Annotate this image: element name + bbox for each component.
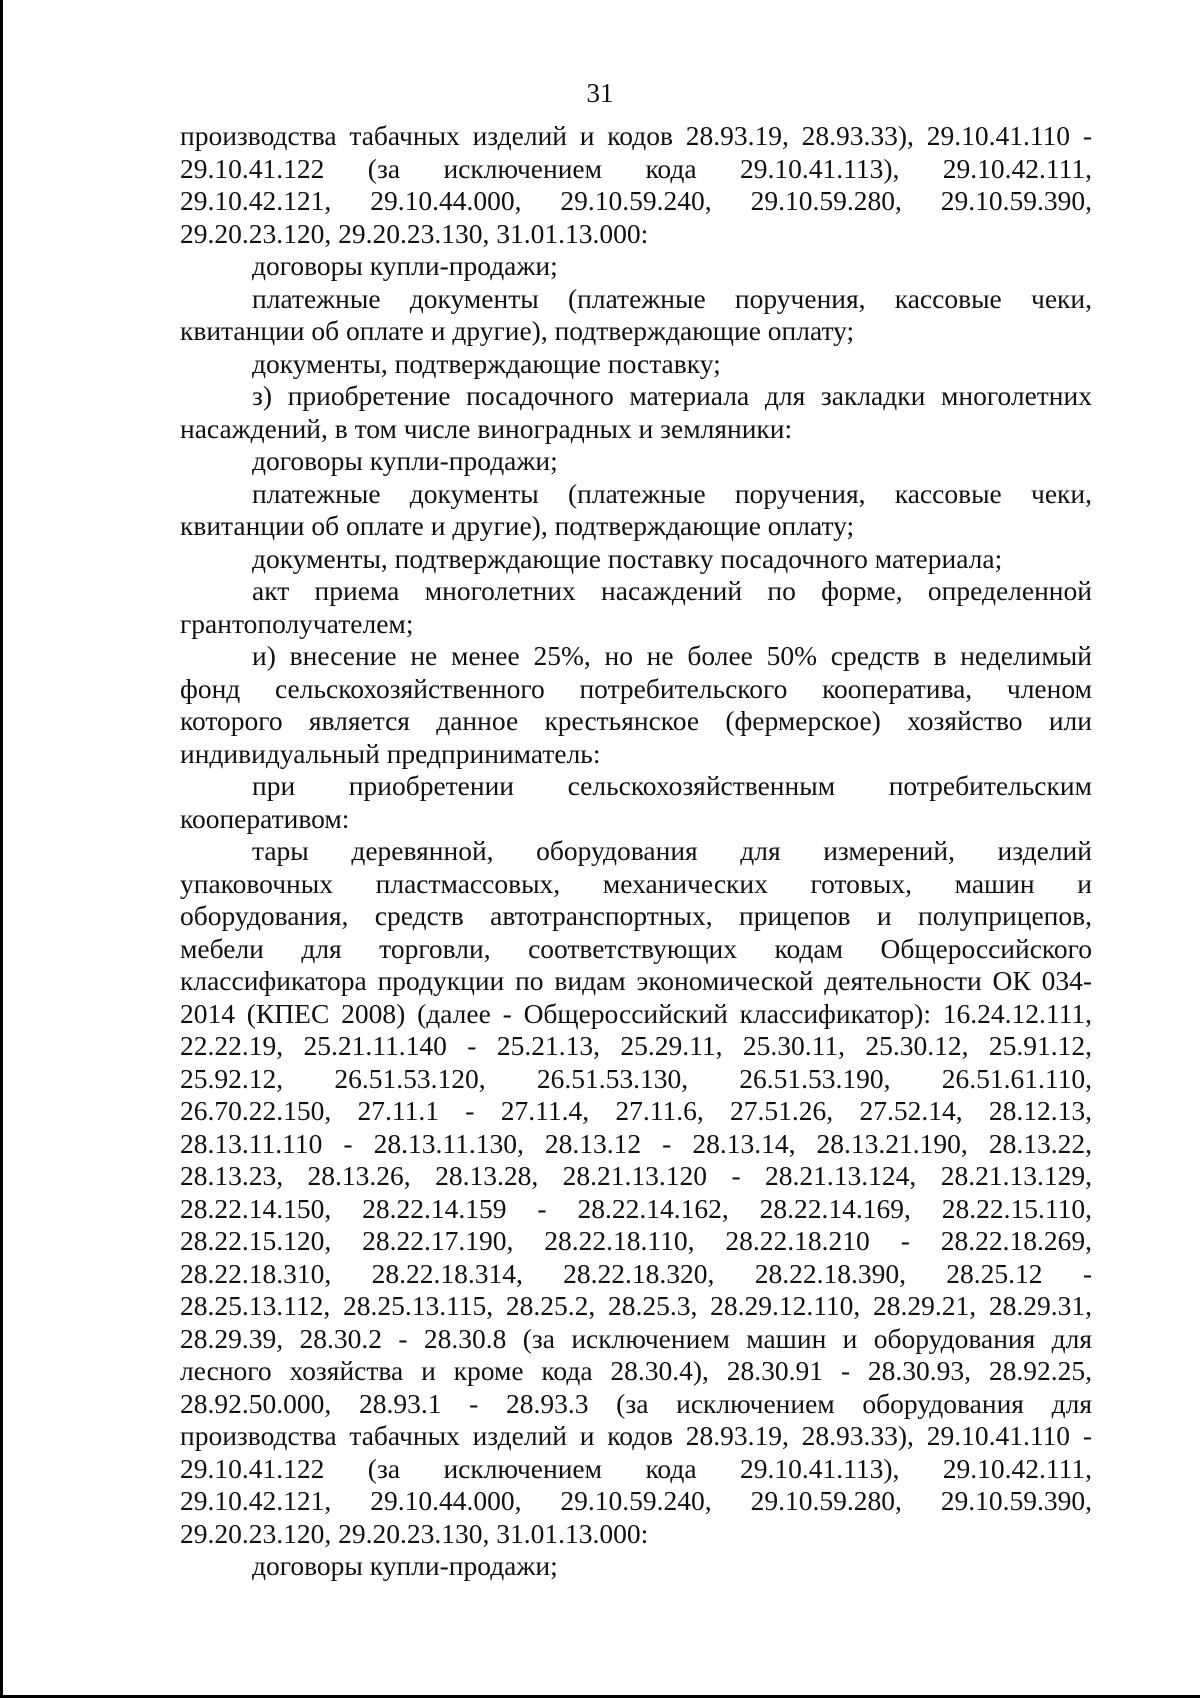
text-line: документы, подтверждающие поставку;: [252, 347, 721, 379]
text-line: 29.10.42.121, 29.10.44.000, 29.10.59.240, 29.10.59.280, 29.10.59.390,: [180, 185, 1092, 216]
text-line: кооперативом:: [180, 802, 350, 834]
scan-border-left: [0, 0, 3, 1698]
text-line: акт приема многолетних насаждений по форме, определенной: [252, 575, 1092, 606]
text-line: насаждений, в том числе виноградных и земляники:: [180, 412, 793, 444]
text-line: 29.10.41.122 (за исключением кода 29.10.41.113), 29.10.42.111,: [180, 1452, 1092, 1484]
text-line: 22.22.19, 25.21.11.140 - 25.21.13, 25.29.11, 25.30.11, 25.30.12, 25.91.12,: [180, 1030, 1092, 1061]
text-line: тары деревянной, оборудования для измерений, изделий: [252, 835, 1092, 866]
text-line: упаковочных пластмассовых, механических готовых, машин и: [180, 867, 1092, 899]
text-line: 28.22.14.150, 28.22.14.159 - 28.22.14.162, 28.22.14.169, 28.22.15.110,: [180, 1192, 1092, 1224]
text-line: 28.13.23, 28.13.26, 28.13.28, 28.21.13.120 - 28.21.13.124, 28.21.13.129,: [180, 1160, 1092, 1191]
text-line: при приобретении сельскохозяйственным потребительским: [252, 770, 1092, 801]
text-line: 2014 (КПЕС 2008) (далее - Общероссийский классификатор): 16.24.12.111,: [180, 997, 1092, 1029]
text-line: 28.92.50.000, 28.93.1 - 28.93.3 (за исключением оборудования для: [180, 1387, 1092, 1419]
text-line: лесного хозяйства и кроме кода 28.30.4), 28.30.91 - 28.30.93, 28.92.25,: [180, 1355, 1092, 1386]
page-number: 31: [586, 78, 614, 108]
text-line: 28.22.15.120, 28.22.17.190, 28.22.18.110, 28.22.18.210 - 28.22.18.269,: [180, 1225, 1092, 1256]
document-body: [180, 120, 1092, 1583]
text-line: платежные документы (платежные поручения, кассовые чеки,: [252, 282, 1092, 314]
text-line: документы, подтверждающие поставку посадочного материала;: [252, 542, 1003, 574]
text-line: квитанции об оплате и другие), подтверждающие оплату;: [180, 315, 855, 346]
text-line: индивидуальный предприниматель:: [180, 737, 601, 769]
text-line: которого является данное крестьянское (фермерское) хозяйство или: [180, 705, 1092, 736]
text-line: 25.92.12, 26.51.53.120, 26.51.53.130, 26.51.53.190, 26.51.61.110,: [180, 1062, 1092, 1094]
text-line: з) приобретение посадочного материала для закладки многолетних: [252, 380, 1092, 411]
text-line: 26.70.22.150, 27.11.1 - 27.11.4, 27.11.6, 27.51.26, 27.52.14, 28.12.13,: [180, 1095, 1092, 1126]
text-line: оборудования, средств автотранспортных, прицепов и полуприцепов,: [180, 900, 1092, 931]
text-line: грантополучателем;: [180, 607, 414, 639]
text-line: 29.20.23.120, 29.20.23.130, 31.01.13.000:: [180, 1517, 649, 1549]
text-line: 29.20.23.120, 29.20.23.130, 31.01.13.000:: [180, 217, 649, 249]
text-line: производства табачных изделий и кодов 28.93.19, 28.93.33), 29.10.41.110 -: [180, 120, 1092, 151]
text-line: производства табачных изделий и кодов 28.93.19, 28.93.33), 29.10.41.110 -: [180, 1420, 1092, 1451]
text-line: 28.29.39, 28.30.2 - 28.30.8 (за исключением машин и оборудования для: [180, 1322, 1092, 1354]
text-line: мебели для торговли, соответствующих кодам Общероссийского: [180, 932, 1092, 964]
text-line: платежные документы (платежные поручения, кассовые чеки,: [252, 477, 1092, 509]
text-line: договоры купли-продажи;: [252, 250, 558, 281]
text-line: договоры купли-продажи;: [252, 445, 558, 476]
text-line: 28.25.13.112, 28.25.13.115, 28.25.2, 28.25.3, 28.29.12.110, 28.29.21, 28.29.31,: [180, 1290, 1092, 1321]
text-line: 28.13.11.110 - 28.13.11.130, 28.13.12 - 28.13.14, 28.13.21.190, 28.13.22,: [180, 1127, 1092, 1159]
text-line: и) внесение не менее 25%, но не более 50% средств в неделимый: [252, 640, 1092, 671]
text-line: 29.10.41.122 (за исключением кода 29.10.41.113), 29.10.42.111,: [180, 152, 1092, 184]
text-line: договоры купли-продажи;: [252, 1550, 558, 1581]
text-line: классификатора продукции по видам экономической деятельности ОК 034-: [180, 965, 1092, 996]
text-line: 29.10.42.121, 29.10.44.000, 29.10.59.240, 29.10.59.280, 29.10.59.390,: [180, 1485, 1092, 1516]
text-line: 28.22.18.310, 28.22.18.314, 28.22.18.320, 28.22.18.390, 28.25.12 -: [180, 1257, 1092, 1289]
text-line: квитанции об оплате и другие), подтверждающие оплату;: [180, 510, 855, 541]
text-line: фонд сельскохозяйственного потребительского кооператива, членом: [180, 672, 1092, 704]
